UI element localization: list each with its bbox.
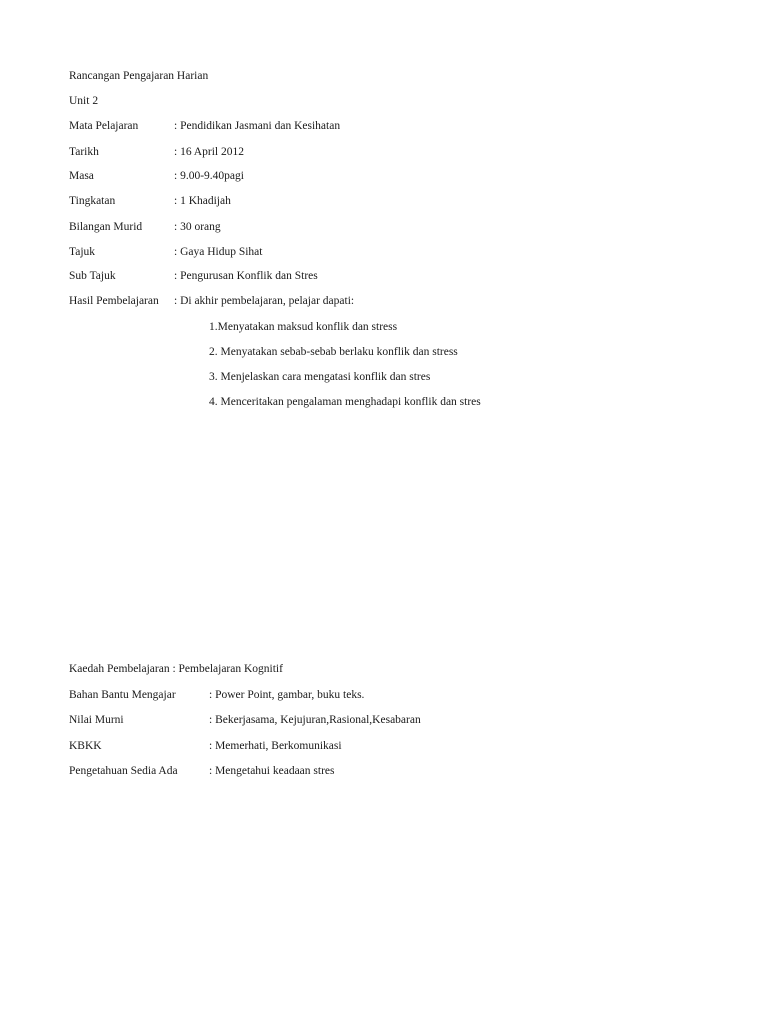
resource-label: Pengetahuan Sedia Ada <box>69 765 178 777</box>
resource-value: : Power Point, gambar, buku teks. <box>209 689 365 701</box>
detail-value: : 30 orang <box>174 221 221 233</box>
resource-label: Nilai Murni <box>69 714 124 726</box>
detail-label: Mata Pelajaran <box>69 120 139 132</box>
resource-value: : Bekerjasama, Kejujuran,Rasional,Kesabaran <box>209 714 421 726</box>
list-item: 2. Menyatakan sebab-sebab berlaku konflik dan stress <box>209 346 458 358</box>
detail-label: Tajuk <box>69 246 96 258</box>
detail-label: Masa <box>69 170 94 182</box>
detail-label: Bilangan Murid <box>69 221 143 233</box>
teaching-method: Kaedah Pembelajaran : Pembelajaran Kognitif <box>69 663 283 675</box>
resource-value: : Mengetahui keadaan stres <box>209 765 335 777</box>
detail-label: Tarikh <box>69 146 99 158</box>
list-item: 1.Menyatakan maksud konflik dan stress <box>209 321 398 333</box>
unit-label: Unit 2 <box>69 95 99 107</box>
resource-label: KBKK <box>69 740 102 752</box>
detail-value: : 9.00-9.40pagi <box>174 170 244 182</box>
resource-value: : Memerhati, Berkomunikasi <box>209 740 342 752</box>
list-item: 3. Menjelaskan cara mengatasi konflik dan stres <box>209 371 431 383</box>
resource-label: Bahan Bantu Mengajar <box>69 689 176 701</box>
detail-value: : Di akhir pembelajaran, pelajar dapati: <box>174 295 355 307</box>
list-item: 4. Menceritakan pengalaman menghadapi konflik dan stres <box>209 396 481 408</box>
detail-value: : 16 April 2012 <box>174 146 244 158</box>
detail-value: : Gaya Hidup Sihat <box>174 246 263 258</box>
detail-value: : Pendidikan Jasmani dan Kesihatan <box>174 120 341 132</box>
detail-label: Tingkatan <box>69 195 116 207</box>
document-title: Rancangan Pengajaran Harian <box>69 70 209 82</box>
detail-label: Hasil Pembelajaran <box>69 295 159 307</box>
detail-value: : 1 Khadijah <box>174 195 231 207</box>
detail-label: Sub Tajuk <box>69 270 116 282</box>
detail-value: : Pengurusan Konflik dan Stres <box>174 270 318 282</box>
